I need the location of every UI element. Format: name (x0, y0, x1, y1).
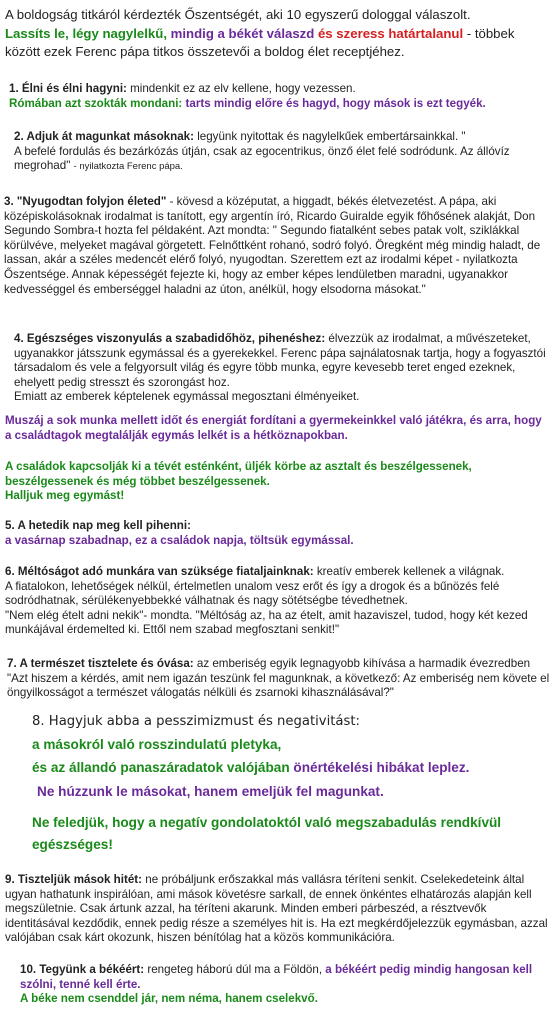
section-10 (20, 963, 540, 1007)
section-8-healthy: Ne feledjük, hogy a negatív gondolatoktól való megszabadulás rendkívül egészséges! (32, 815, 502, 852)
section-3-title: 3. "Nyugodtan folyjon életed" (4, 195, 167, 208)
section-1-green: Rómában azt szokták mondani: (9, 96, 183, 110)
section-2-line3: megrohad" (14, 159, 74, 173)
section-7-text: az emberiség egyik legnagyobb kihívása a harmadik évezredben (193, 657, 531, 670)
section-4-green: A családok kapcsolják ki a tévét esténként, üljék körbe az asztalt és beszélgessenek, beszélgessenek és még többet beszélgessenek. (5, 460, 472, 488)
section-2 (14, 130, 549, 175)
section-10-purple: a békéért pedig mindig hangosan kell szólni, tenné kell érte. (20, 963, 533, 991)
section-4-hear: Halljuk meg egymást! (5, 489, 125, 503)
intro-line1: A boldogság titkáról kérdezték Őszentségét, aki 10 egyszerű dologgal válaszolt. (5, 7, 471, 22)
section-2-note: - nyilatkozta Ferenc pápa. (73, 161, 183, 173)
section-4 (14, 332, 550, 405)
section-5-purple: a vasárnap szabadnap, ez a családok napja, töltsük egymással. (5, 533, 354, 547)
section-4-green-block (5, 460, 550, 504)
section-3-text: - kövesd a középutat, a higgadt, békés életvezetést. A pápa, aki középiskolásoknak irodalmat is tanított, egy argentín író, Ricardo Guiralde egyik főhősének alakját, Don Segundo Sombra-t hozta fel példaként. Azt mondta: " Segundo fiatalként sebes patak volt, sziklákkal körülvéve, melyeket magával görgetett. Felnőttként rohanó, sodró folyó. Öregként még mindig haladt, de lassan, akár a széles medencét elérő folyó, nyugodtan. Szerettem ezt az irodalmi képet - nyilatkozta Őszentsége. Annak képességét fejezte ki, hogy az ember képes lendületben maradni, ugyanakkor kedvességgel és emberséggel haladni az úton, anélkül, hogy elsodorna másokat." (4, 195, 541, 296)
intro-rest: - többek között ezek Ferenc pápa titkos összetevői a boldog élet receptjéhez. (5, 25, 515, 59)
section-2-text: legyünk nyitottak és nagylelkűek embertársainkkal. " (193, 130, 466, 143)
section-2-title: 2. Adjuk át magunkat másoknak: (14, 130, 194, 143)
section-7 (7, 657, 555, 701)
section-4-text: élvezzük az irodalmat, a művészeteket, ugyanakkor játsszunk egymással és a gyerekekkel. Ferenc pápa sajnálatosnak tartja, hogy a fogyasztói társadalom és vele a felgyorsult világ és egyre több munka, egyre kevesebb teret enged ezeknek, ehelyett pedig stresszt és szorongást hoz. (14, 332, 546, 389)
section-9 (5, 873, 553, 946)
section-10-green: A béke nem csenddel jár, nem néma, hanem cselekvő. (20, 992, 318, 1006)
section-7-line2: "Azt hiszem a kérdés, amit nem igazán teszünk fel magunknak, a következő: Az emberiség nem követe el öngyilkosságot a természet válogatás nélküli és zsarnoki kihasználásával?" (7, 671, 550, 700)
section-6-text: kreatív emberek kellenek a világnak. (313, 565, 505, 578)
section-1 (9, 82, 549, 111)
section-10-title: 10. Tegyünk a békéért: (20, 963, 145, 976)
section-8-lift: Ne húzzunk le másokat, hanem emeljük fel magunkat. (37, 784, 384, 799)
section-6-line2: A fiatalokon, lehetőségek nélkül, értelmetlen unalom vesz erőt és így a drogok és a bűnözés felé sodródhatnak, sérülékenyebbekké válhatnak és nagy sötétségbe tévedhetnek. (5, 579, 500, 608)
section-3 (4, 195, 549, 297)
section-9-title: 9. Tiszteljük mások hitét: (5, 873, 143, 886)
section-1-purple: tarts mindig előre és hagyd, hogy mások is ezt tegyék. (182, 96, 486, 110)
section-8-complaints (32, 758, 532, 778)
section-6-title: 6. Méltóságot adó munkára van szüksége fiataljainknak: (5, 565, 314, 578)
section-1-text: mindenkit ez az elv kellene, hogy vezessen. (126, 82, 356, 95)
section-8-complaints-green: és az állandó panaszáradatok valójában (32, 760, 290, 775)
section-6-line3: "Nem elég ételt adni nekik"- mondta. "Méltóság az, ha az ételt, amit hazaviszel, tudod, hogy két kezed munkájával érdemelted ki. Ettől nem szabad megfosztani senkit!" (5, 608, 528, 637)
section-8-title: 8. Hagyjuk abba a pesszimizmust és negativitást: (32, 714, 360, 729)
section-4-line4: Emiatt az emberek képtelenek egymással megosztani élményeiket. (14, 390, 360, 404)
intro-love: és szeress határtalanul (314, 25, 464, 41)
section-4-title: 4. Egészséges viszonyulás a szabadidőhöz, pihenéshez: (14, 332, 326, 345)
section-9-text: ne próbáljunk erőszakkal más vallásra téríteni senkit. Cselekedeteink által ugyan hathatunk inspirálóan, ami mások követésre sarkall, de ennek önkéntes elhatározás alapján kell megszületnie. Csak ártunk azzal, ha téríteni akarunk. Minden emberi párbeszéd, a résztvevők identitásával kezdődik, ennek pedig része a személyes hit is. Ha ezt megkérdőjelezzük egymásban, azzal valójában csak kárt okozunk, hiszen bénítólag hat a közös kommunikációra. (5, 873, 548, 945)
section-8-gossip: a másokról való rosszindulatú pletyka, (32, 737, 282, 752)
intro-slow-down: Lassíts le, légy nagylelkű, (5, 25, 167, 41)
intro-paragraph (5, 6, 553, 62)
section-5 (5, 519, 550, 548)
section-6 (5, 565, 550, 638)
intro-peace: mindig a békét válaszd (167, 25, 315, 41)
section-4-purple: Muszáj a sok munka mellett időt és energiát fordítani a gyermekeinkkel való játékra, és arra, hogy a családtagok megtalálják egymás lelkét is a hétköznapokban. (5, 414, 542, 442)
section-8 (32, 712, 532, 778)
section-2-line2: A befelé fordulás és bezárkózás útján, csak az egocentrikus, önző élet felé sodródunk. Az állóvíz (14, 144, 510, 158)
section-7-title: 7. A természet tisztelete és óvása: (7, 657, 194, 670)
section-10-text: rengeteg háború dúl ma a Földön, (144, 963, 323, 976)
section-5-title: 5. A hetedik nap meg kell pihenni: (5, 519, 191, 532)
section-8-complaints-purple: önértékelési hibákat leplez. (289, 760, 470, 775)
section-1-title: 1. Élni és élni hagyni: (9, 82, 127, 95)
